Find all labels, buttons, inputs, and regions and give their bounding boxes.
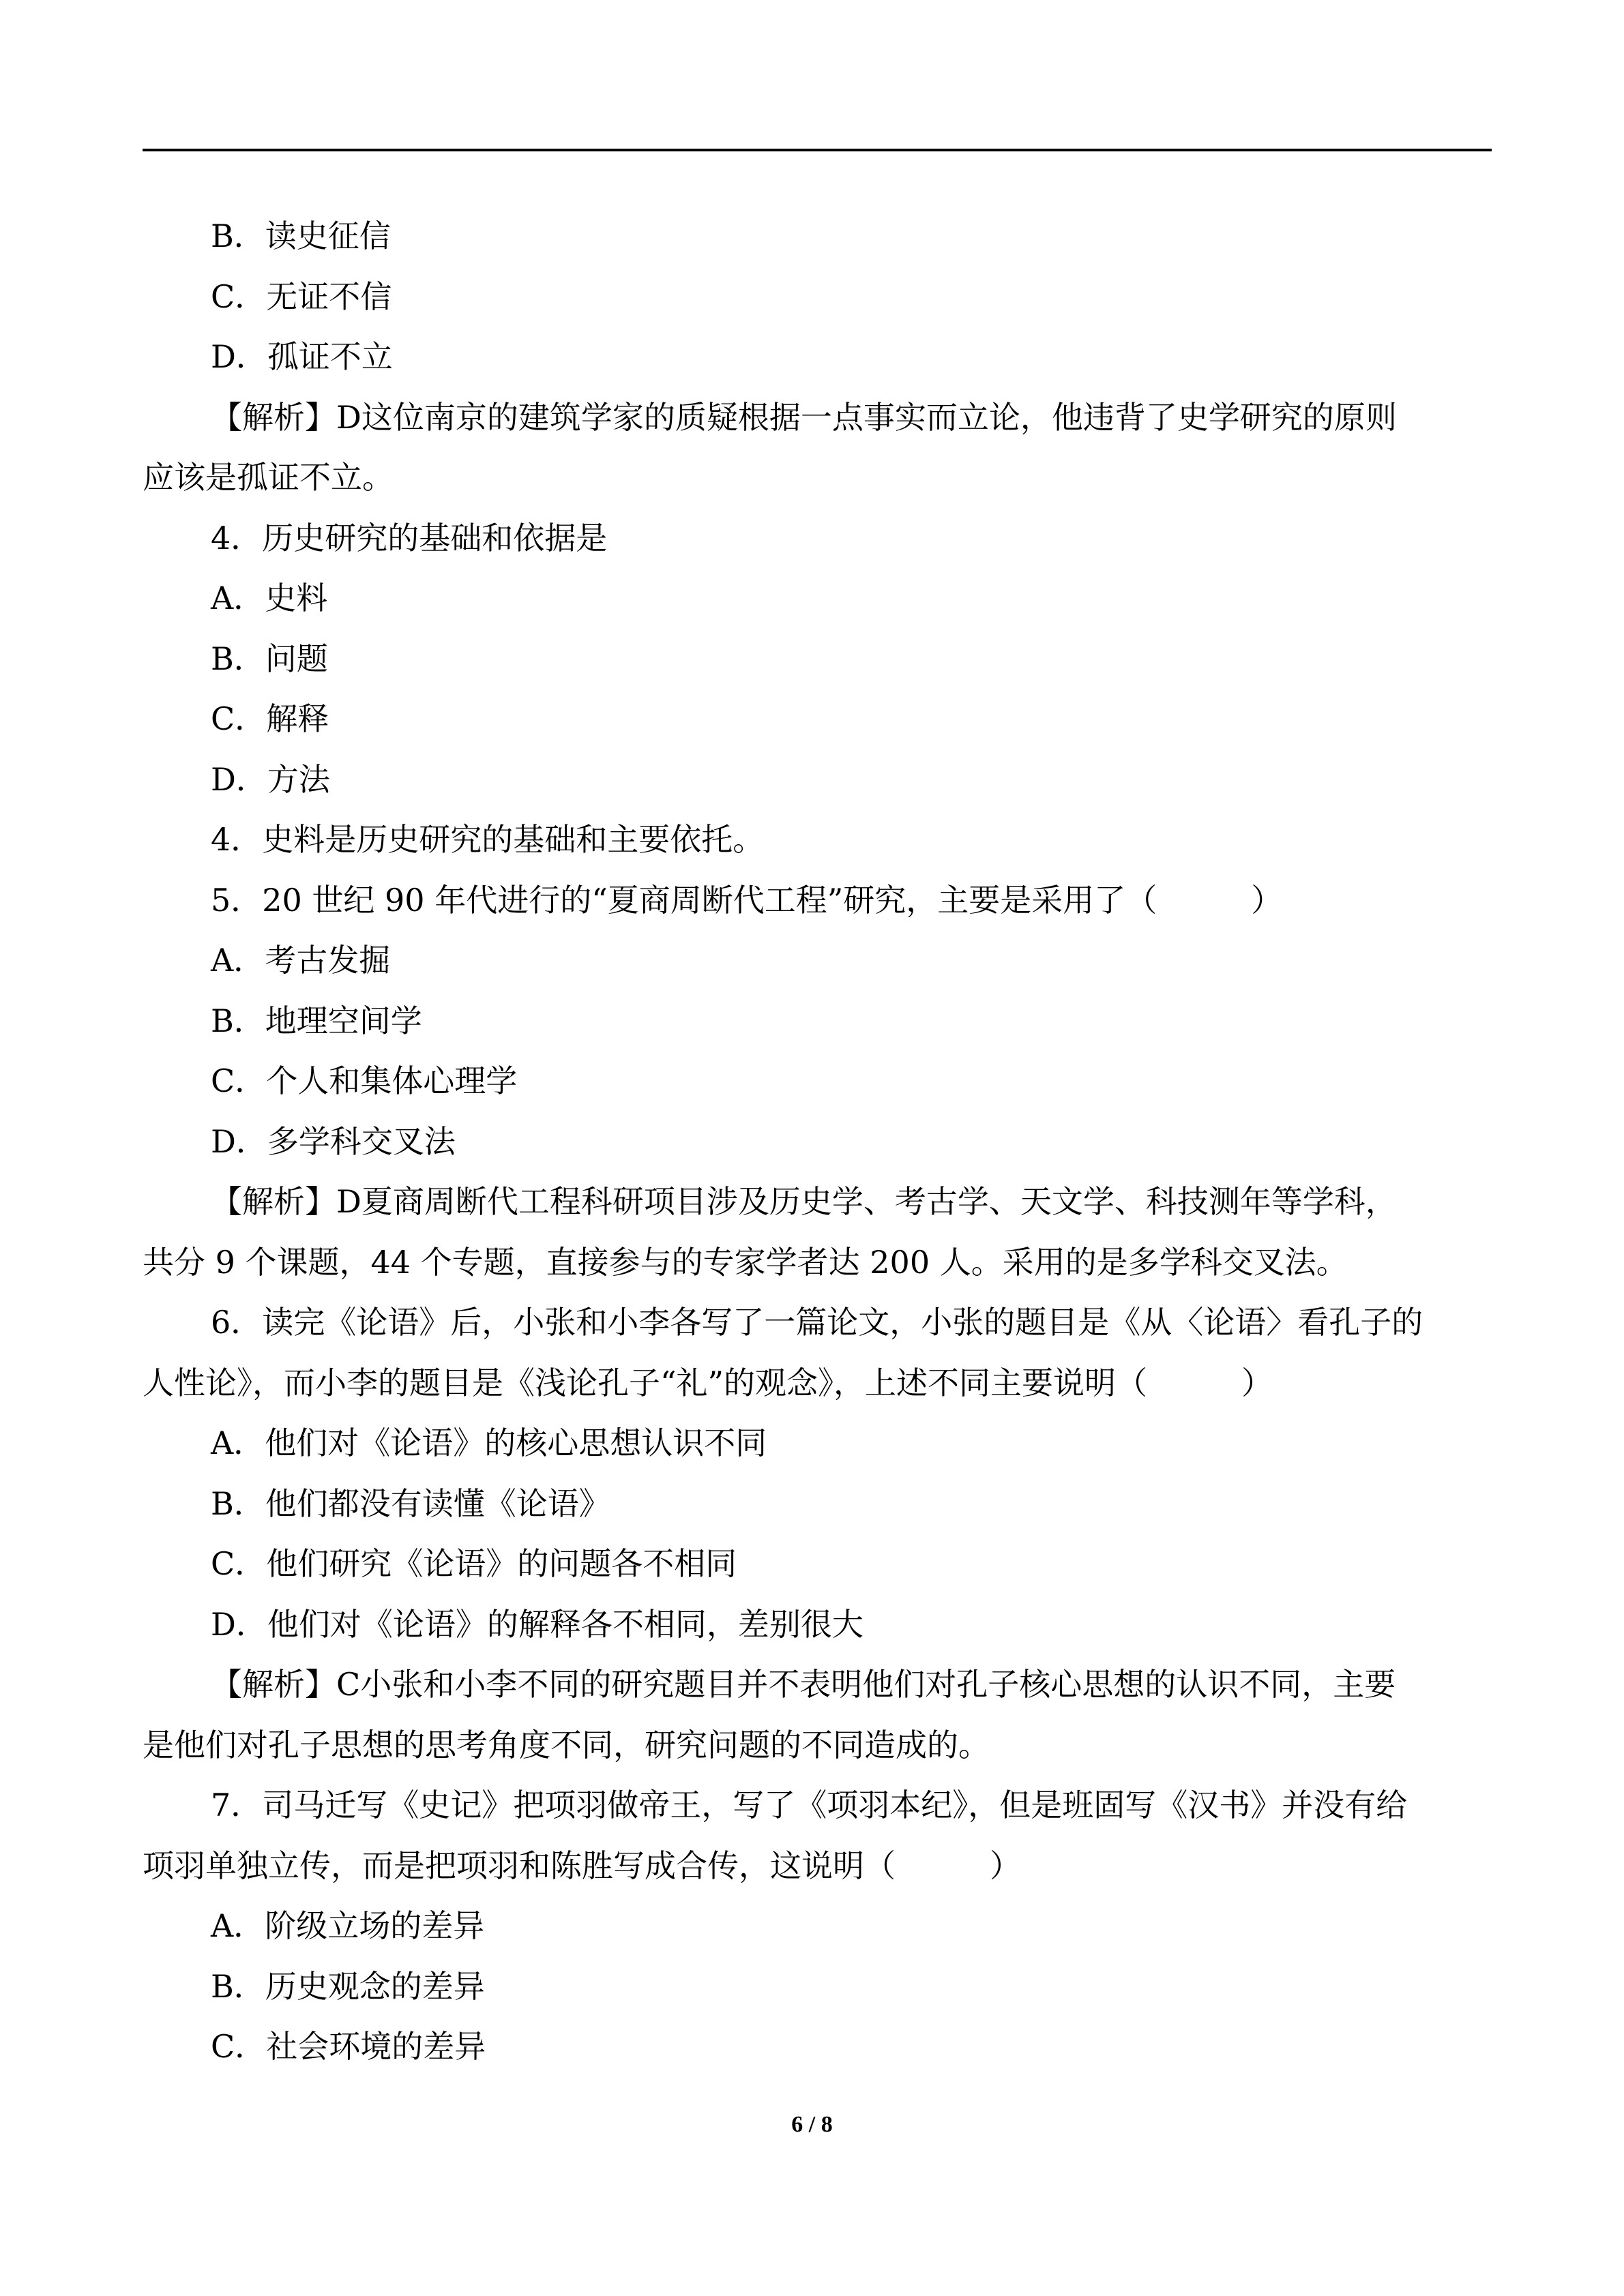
- question-line: 5．20 世纪 90 年代进行的“夏商周断代工程”研究，主要是采用了（ ）: [211, 881, 1283, 919]
- question-line: 4．历史研究的基础和依据是: [211, 519, 608, 556]
- analysis-continuation: 是他们对孔子思想的思考角度不同，研究问题的不同造成的。: [143, 1726, 990, 1763]
- option-line: B．他们都没有读懂《论语》: [211, 1485, 610, 1522]
- answer-line: 4．史料是历史研究的基础和主要依托。: [211, 821, 765, 858]
- option-line: A．阶级立场的差异: [211, 1907, 485, 1944]
- option-line: C．个人和集体心理学: [211, 1062, 518, 1099]
- option-line: A．史料: [211, 580, 328, 616]
- header-rule: [143, 149, 1492, 151]
- question-line: 6．读完《论语》后，小张和小李各写了一篇论文，小张的题目是《从〈论语〉看孔子的: [211, 1304, 1423, 1341]
- analysis-line: 【解析】C小张和小李不同的研究题目并不表明他们对孔子核心思想的认识不同，主要: [211, 1666, 1396, 1703]
- option-line: D．方法: [211, 760, 330, 798]
- option-line: C．解释: [211, 700, 329, 737]
- question-continuation: 项羽单独立传，而是把项羽和陈胜写成合传，这说明（ ）: [143, 1847, 1021, 1884]
- analysis-line: 【解析】D这位南京的建筑学家的质疑根据一点事实而立论，他违背了史学研究的原则: [211, 398, 1397, 436]
- question-line: 7．司马迁写《史记》把项羽做帝王，写了《项羽本纪》，但是班固写《汉书》并没有给: [211, 1787, 1408, 1823]
- option-line: A．他们对《论语》的核心思想认识不同: [211, 1425, 767, 1461]
- option-line: B．读史征信: [211, 218, 391, 254]
- option-line: C．他们研究《论语》的问题各不相同: [211, 1545, 737, 1582]
- option-line: A．考古发掘: [211, 942, 391, 979]
- option-line: D．多学科交叉法: [211, 1122, 456, 1160]
- document-body: [143, 206, 1492, 2077]
- analysis-continuation: 共分 9 个课题，44 个专题，直接参与的专家学者达 200 人。采用的是多学科交叉法。: [143, 1243, 1348, 1281]
- option-line: D．孤证不立: [211, 338, 393, 375]
- option-line: B．历史观念的差异: [211, 1967, 485, 2005]
- analysis-line: 【解析】D夏商周断代工程科研项目涉及历史学、考古学、天文学、科技测年等学科，: [211, 1183, 1397, 1220]
- option-line: D．他们对《论语》的解释各不相同，差别很大: [211, 1605, 863, 1643]
- page-number: 6 / 8: [791, 2112, 833, 2137]
- option-line: B．地理空间学: [211, 1002, 422, 1039]
- question-continuation: 人性论》，而小李的题目是《浅论孔子“礼”的观念》，上述不同主要说明（ ）: [143, 1364, 1273, 1401]
- analysis-continuation: 应该是孤证不立。: [143, 459, 394, 496]
- option-line: C．无证不信: [211, 278, 392, 315]
- option-line: B．问题: [211, 640, 328, 677]
- option-line: C．社会环境的差异: [211, 2028, 486, 2065]
